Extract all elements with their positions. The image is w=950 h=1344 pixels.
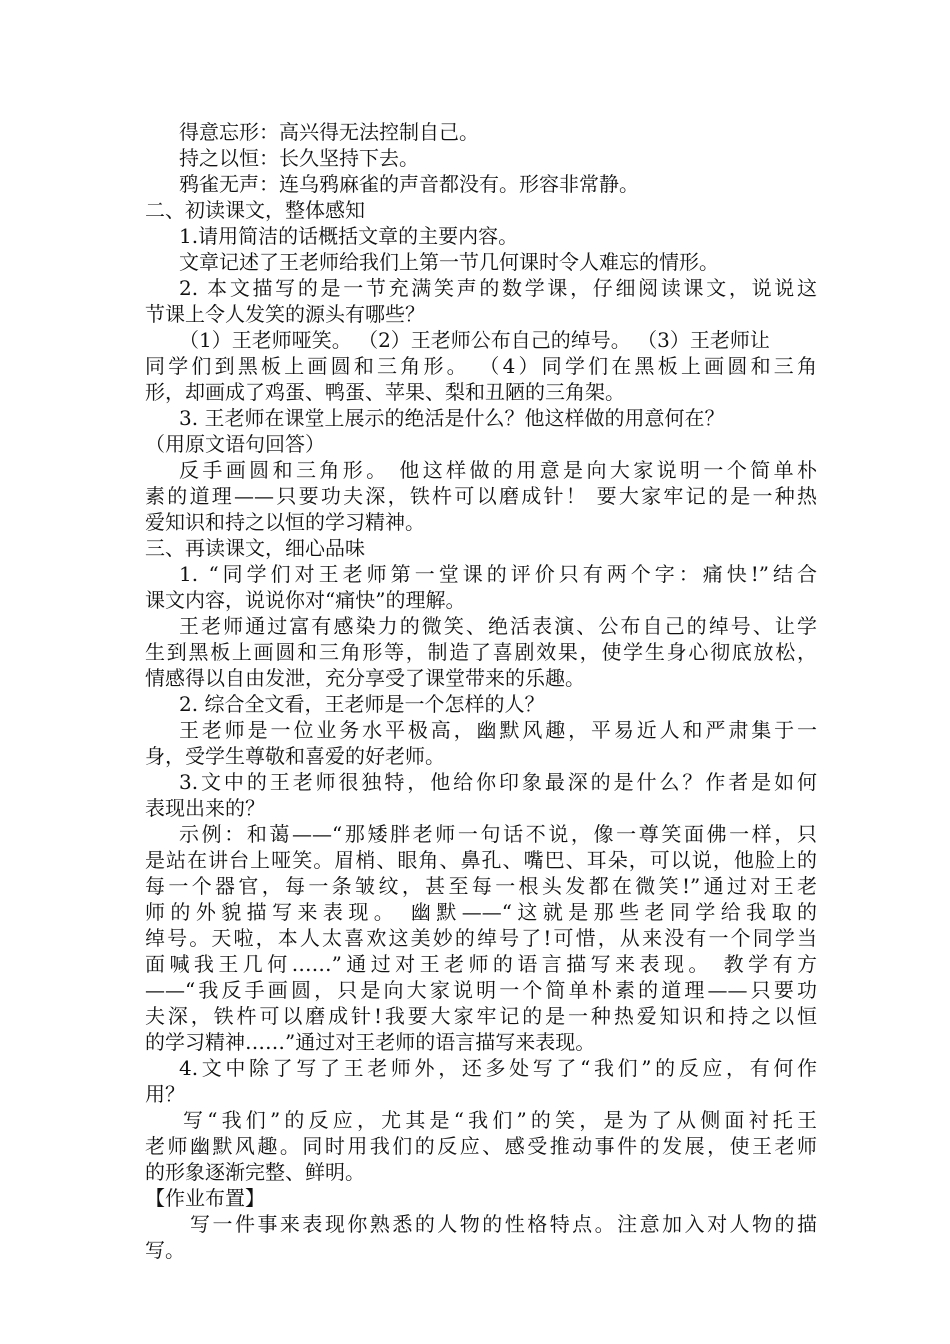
answer-line: 王老师是一位业务水平极高，幽默风趣，平易近人和严肃集于一 [179,718,817,742]
question-line: 1.请用简洁的话概括文章的主要内容。 [179,224,519,248]
question-line: 表现出来的？ [145,796,265,820]
answer-line: 老师幽默风趣。同时用我们的反应、感受推动事件的发展，使王老师 [145,1134,817,1158]
section-heading: 二、初读课文，整体感知 [145,198,365,222]
answer-line: 爱知识和持之以恒的学习精神。 [145,510,425,534]
question-line: 课文内容，说说你对“痛快”的理解。 [145,588,466,612]
question-line: 4.文中除了写了王老师外，还多处写了“我们”的反应，有何作 [179,1056,817,1080]
answer-line: 情感得以自由发泄，充分享受了课堂带来的乐趣。 [145,666,585,690]
question-line: 2. 综合全文看，王老师是一个怎样的人？ [179,692,545,716]
question-line: 2. 本文描写的是一节充满笑声的数学课，仔细阅读课文，说说这 [179,276,817,300]
answer-line: 绰号。天啦，本人太喜欢这美妙的绰号了!可惜，从来没有一个同学当 [145,926,817,950]
answer-line: 王老师通过富有感染力的微笑、绝活表演、公布自己的绰号、让学 [179,614,817,638]
answer-line: 的学习精神……”通过对王老师的语言描写来表现。 [145,1030,596,1054]
section-heading: 三、再读课文，细心品味 [145,536,365,560]
answer-line: 文章记述了王老师给我们上第一节几何课时令人难忘的情形。 [179,250,719,274]
answer-line: 师的外貌描写来表现。 幽默——“这就是那些老同学给我取的 [145,900,817,924]
answer-line: （1）王老师哑笑。 （2）王老师公布自己的绰号。 （3）王老师让 [179,328,770,352]
answer-line: 面喊我王几何……”通过对王老师的语言描写来表现。 教学有方 [145,952,817,976]
answer-line: 生到黑板上画圆和三角形等，制造了喜剧效果，使学生身心彻底放松， [145,640,817,664]
answer-line: 形，却画成了鸡蛋、鸭蛋、苹果、梨和丑陋的三角架。 [145,380,625,404]
answer-line: 是站在讲台上哑笑。眉梢、眼角、鼻孔、嘴巴、耳朵，可以说，他脸上的 [145,848,817,872]
homework-heading: 【作业布置】 [145,1186,265,1210]
question-line: 1. “同学们对王老师第一堂课的评价只有两个字：痛快!”结合 [179,562,817,586]
question-line: 用？ [145,1082,185,1106]
question-line: （用原文语句回答） [145,432,325,456]
text-line: 持之以恒：长久坚持下去。 [179,146,419,170]
answer-line: 每一个器官，每一条皱纹，甚至每一根头发都在微笑!”通过对王老 [145,874,817,898]
text-line: 得意忘形：高兴得无法控制自己。 [179,120,479,144]
answer-line: 身，受学生尊敬和喜爱的好老师。 [145,744,445,768]
homework-line: 写。 [145,1238,185,1262]
question-line: 节课上令人发笑的源头有哪些？ [145,302,425,326]
document-page [145,119,817,1263]
answer-line: 示例：和蔼——“那矮胖老师一句话不说，像一尊笑面佛一样，只 [179,822,817,846]
answer-line: 夫深，铁杵可以磨成针!我要大家牢记的是一种热爱知识和持之以恒 [145,1004,817,1028]
homework-line: 写一件事来表现你熟悉的人物的性格特点。注意加入对人物的描 [190,1212,817,1236]
answer-line: 的形象逐渐完整、鲜明。 [145,1160,365,1184]
answer-line: ——“我反手画圆，只是向大家说明一个简单朴素的道理——只要功 [145,978,817,1002]
answer-line: 写“我们”的反应，尤其是“我们”的笑，是为了从侧面衬托王 [183,1108,817,1132]
answer-line: 反手画圆和三角形。 他这样做的用意是向大家说明一个简单朴 [179,458,817,482]
question-line: 3.文中的王老师很独特，他给你印象最深的是什么？作者是如何 [179,770,817,794]
answer-line: 同学们到黑板上画圆和三角形。 （4）同学们在黑板上画圆和三角 [145,354,817,378]
text-line: 鸦雀无声：连乌鸦麻雀的声音都没有。形容非常静。 [179,172,639,196]
answer-line: 素的道理——只要功夫深，铁杵可以磨成针！ 要大家牢记的是一种热 [145,484,817,508]
question-line: 3. 王老师在课堂上展示的绝活是什么？他这样做的用意何在？ [179,406,725,430]
